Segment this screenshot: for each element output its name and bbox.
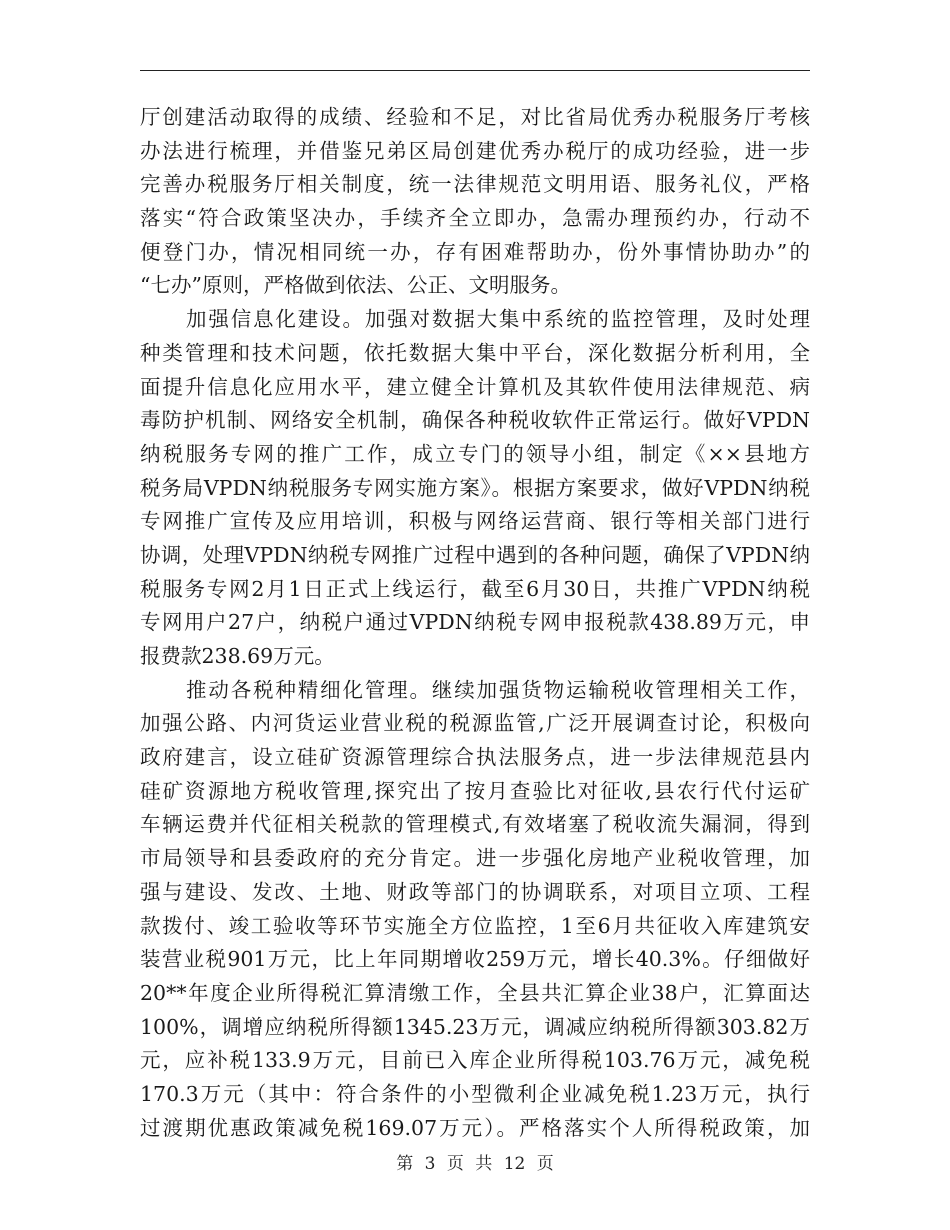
text-line: 硅矿资源地方税收管理,探究出了按月查验比对征收,县农行代付运矿 <box>140 778 810 803</box>
text-line: 专网推广宣传及应用培训，积极与网络运营商、银行等相关部门进行 <box>140 509 810 534</box>
text-line: 税务局VPDN纳税服务专网实施方案》。根据方案要求，做好VPDN纳税 <box>140 475 810 500</box>
text-line: 报费款238.69万元。 <box>140 644 335 668</box>
text-line: 协调，处理VPDN纳税专网推广过程中遇到的各种问题，确保了VPDN纳 <box>140 542 810 567</box>
page-footer: 第 3 页 共 12 页 <box>396 1154 554 1174</box>
text-line: 办法进行梳理，并借鉴兄弟区局创建优秀办税厅的成功经验，进一步 <box>140 138 810 163</box>
text-line: 完善办税服务厅相关制度，统一法律规范文明用语、服务礼仪，严格 <box>140 172 810 197</box>
text-line: 面提升信息化应用水平，建立健全计算机及其软件使用法律规范、病 <box>140 374 810 399</box>
header-rule <box>140 70 810 71</box>
text-line: 推动各税种精细化管理。继续加强货物运输税收管理相关工作， <box>186 677 810 702</box>
text-line: 便登门办，情况相同统一办，存有困难帮助办，份外事情协助办”的 <box>140 239 810 264</box>
text-line: “七办”原则，严格做到依法、公正、文明服务。 <box>140 273 571 298</box>
text-line: 加强公路、内河货运业营业税的税源监管,广泛开展调查讨论，积极向 <box>140 711 810 736</box>
text-line: 种类管理和技术问题，依托数据大集中平台，深化数据分析利用，全 <box>140 340 810 365</box>
text-line: 车辆运费并代征相关税款的管理模式,有效堵塞了税收流失漏洞，得到 <box>140 812 810 837</box>
text-line: 款拨付、竣工验收等环节实施全方位监控，1至6月共征收入库建筑安 <box>140 913 810 938</box>
text-line: 170.3万元（其中：符合条件的小型微利企业减免税1.23万元，执行 <box>140 1081 810 1106</box>
text-line: 过渡期优惠政策减免税169.07万元）。严格落实个人所得税政策，加 <box>140 1115 810 1140</box>
text-line: 落实“符合政策坚决办，手续齐全立即办，急需办理预约办，行动不 <box>140 206 810 231</box>
paragraph-continuation <box>140 101 810 303</box>
text-line: 市局领导和县委政府的充分肯定。进一步强化房地产业税收管理，加 <box>140 846 810 871</box>
text-line: 元，应补税133.9万元，目前已入库企业所得税103.76万元，减免税 <box>140 1048 810 1073</box>
text-line: 税服务专网2月1日正式上线运行，截至6月30日，共推广VPDN纳税 <box>140 576 810 601</box>
paragraph-informatization <box>140 303 810 674</box>
document-body <box>140 101 810 1145</box>
text-line: 加强信息化建设。加强对数据大集中系统的监控管理，及时处理 <box>186 307 810 332</box>
text-line: 纳税服务专网的推广工作，成立专门的领导小组，制定《××县地方 <box>140 441 810 466</box>
text-line: 厅创建活动取得的成绩、经验和不足，对比省局优秀办税服务厅考核 <box>140 105 810 129</box>
paragraph-tax-management <box>140 674 810 1146</box>
text-line: 100%，调增应纳税所得额1345.23万元，调减应纳税所得额303.82万 <box>140 1014 810 1039</box>
text-line: 强与建设、发改、土地、财政等部门的协调联系，对项目立项、工程 <box>140 879 810 904</box>
text-line: 专网用户27户，纳税户通过VPDN纳税专网申报税款438.89万元，申 <box>140 610 810 635</box>
text-line: 装营业税901万元，比上年同期增收259万元，增长40.3%。仔细做好 <box>140 947 810 972</box>
text-line: 20**年度企业所得税汇算清缴工作，全县共汇算企业38户，汇算面达 <box>140 980 810 1005</box>
text-line: 毒防护机制、网络安全机制，确保各种税收软件正常运行。做好VPDN <box>140 408 810 433</box>
text-line: 政府建言，设立硅矿资源管理综合执法服务点，进一步法律规范县内 <box>140 745 810 770</box>
